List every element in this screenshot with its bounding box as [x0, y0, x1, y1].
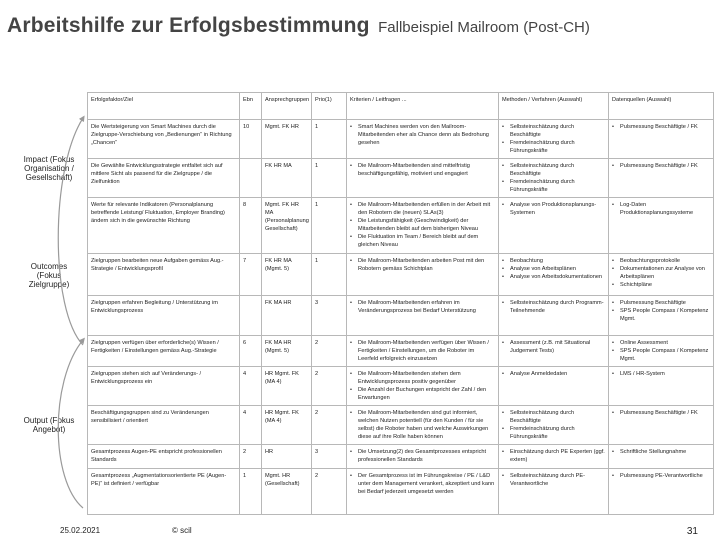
row-ebn [240, 159, 262, 198]
row-sources [609, 445, 714, 469]
row-methods-list [502, 201, 605, 217]
row-methods [499, 367, 609, 406]
row-criteria [347, 445, 499, 469]
row-prio: 1 [312, 120, 347, 159]
col-header-ansprechgruppen: Ansprechgruppen [262, 93, 312, 120]
row-prio: 2 [312, 406, 347, 445]
row-sources-list [612, 409, 710, 417]
row-factor: Die Gewählte Entwicklungsstrategie entfaltet sich auf mittlere Sicht als passend für die Zielgruppe / die Zielfunktion [88, 159, 240, 198]
list-item: • LMS / HR-System [612, 370, 710, 378]
table-row [88, 445, 714, 469]
row-methods-list [502, 257, 605, 281]
list-item: • Die Fluktuation im Team / Bereich bleibt auf dem gleichen Niveau [350, 233, 495, 249]
list-item: • Analyse von Arbeitsplänen [502, 265, 605, 273]
row-prio: 1 [312, 159, 347, 198]
row-methods [499, 469, 609, 515]
row-ebn: 6 [240, 336, 262, 367]
list-item: • Analyse von Arbeitsdokumentationen [502, 273, 605, 281]
row-sources-list [612, 162, 710, 170]
row-sources-list [612, 339, 710, 363]
page-title [7, 14, 590, 38]
list-item: • Die Leistungsfähigkeit (Geschwindigkeit) der Mitarbeitenden bleibt auf dem bisherigen Niveau [350, 217, 495, 233]
row-prio: 2 [312, 469, 347, 515]
list-item: • Schriftliche Stellungnahme [612, 448, 710, 456]
list-item: • Fremdeinschätzung durch Führungskräfte [502, 425, 605, 441]
row-ebn [240, 296, 262, 336]
row-methods-list [502, 339, 605, 355]
row-prio: 3 [312, 296, 347, 336]
table-row [88, 406, 714, 445]
col-header-criteria: Kriterien / Leitfragen ... [347, 93, 499, 120]
col-header-prio: Prio(1) [312, 93, 347, 120]
row-ansprechgruppen: FK HR MA [262, 159, 312, 198]
row-ansprechgruppen: Mgmt. HR (Gesellschaft) [262, 469, 312, 515]
row-criteria-list [350, 339, 495, 363]
row-sources [609, 120, 714, 159]
list-item: • Der Gesamtprozess ist im Führungskreise / PE / L&D unter dem Management verankert, akzeptiert und kann bei Bedarf jederzeit umgesetzt werden [350, 472, 495, 496]
list-item: • Selbsteinschätzung durch PE-Verantwortliche [502, 472, 605, 488]
row-sources [609, 198, 714, 254]
list-item: • Die Mailroom-Mitarbeitenden sind gut informiert, welchen Nutzen potentiell (für den Kunden / für sie selbst) die Roboter haben und welche Auswirkungen diese auf ihre Rolle haben können [350, 409, 495, 441]
list-item: • Pulsmessung Beschäftigte / FK [612, 162, 710, 170]
col-header-sources: Datenquellen (Auswahl) [609, 93, 714, 120]
table-row [88, 367, 714, 406]
row-methods [499, 120, 609, 159]
list-item: • Analyse von Produktionsplanungs-Systemen [502, 201, 605, 217]
table-row [88, 159, 714, 198]
row-prio: 1 [312, 198, 347, 254]
row-criteria [347, 406, 499, 445]
list-item: • Pulsmessung Beschäftigte [612, 299, 710, 307]
section-label-outcomes: Outcomes (Fokus Zielgruppe) [28, 262, 70, 289]
row-methods [499, 296, 609, 336]
list-item: • Analyse Anmeldedaten [502, 370, 605, 378]
list-item: • Assessment (z.B. mit Situational Judgement Tests) [502, 339, 605, 355]
row-methods [499, 445, 609, 469]
table-row [88, 336, 714, 367]
list-item: • Selbsteinschätzung durch Programm-Teilnehmende [502, 299, 605, 315]
row-criteria-list [350, 201, 495, 249]
row-ebn: 8 [240, 198, 262, 254]
row-sources-list [612, 299, 710, 323]
success-factor-table [87, 92, 714, 515]
row-methods [499, 159, 609, 198]
row-criteria [347, 159, 499, 198]
row-factor: Zielgruppen verfügen über erforderliche(s) Wissen / Fertigkeiten / Einstellungen gemäss Aug.-Strategie [88, 336, 240, 367]
footer-date: 25.02.2021 [60, 526, 101, 535]
row-prio: 1 [312, 254, 347, 296]
row-sources-list [612, 201, 710, 217]
row-factor: Werte für relevante Indikatoren (Personalplanung betreffende Leistung/ Fluktuation, Employer Branding) ändern sich in die gewünschte Richtung [88, 198, 240, 254]
list-item: • Selbsteinschätzung durch Beschäftigte [502, 162, 605, 178]
list-item: • Online Assessment [612, 339, 710, 347]
row-methods-list [502, 409, 605, 441]
row-criteria [347, 336, 499, 367]
row-criteria-list [350, 370, 495, 402]
row-methods-list [502, 123, 605, 155]
row-criteria [347, 120, 499, 159]
row-factor: Die Wertsteigerung von Smart Machines durch die Zielgruppe-Verschiebung von „Bedienungen“ in Richtung „Chancen“ [88, 120, 240, 159]
list-item: • Fremdeinschätzung durch Führungskräfte [502, 139, 605, 155]
row-sources-list [612, 448, 710, 456]
row-criteria-list [350, 409, 495, 441]
page-number: 31 [686, 526, 698, 537]
row-ebn: 4 [240, 367, 262, 406]
list-item: • Smart Machines werden von den Mailroom-Mitarbeitenden eher als Chance denn als Bedrohung gesehen [350, 123, 495, 147]
row-methods-list [502, 162, 605, 194]
row-prio: 3 [312, 445, 347, 469]
arrow-outcomes-to-impact [58, 118, 83, 345]
title-sub: Fallbeispiel Mailroom (Post-CH) [378, 19, 590, 36]
row-methods [499, 406, 609, 445]
row-ansprechgruppen: Mgmt. FK HR [262, 120, 312, 159]
row-factor: Zielgruppen erfahren Begleitung / Unterstützung im Entwicklungsprozess [88, 296, 240, 336]
row-sources [609, 367, 714, 406]
row-ebn: 1 [240, 469, 262, 515]
row-criteria [347, 254, 499, 296]
row-sources [609, 296, 714, 336]
row-criteria [347, 367, 499, 406]
list-item: • Die Mailroom-Mitarbeitenden erfahren im Veränderungsprozess bei Bedarf Unterstützung [350, 299, 495, 315]
row-criteria-list [350, 472, 495, 496]
row-sources-list [612, 257, 710, 289]
col-header-factor: Erfolgsfaktor/Ziel [88, 93, 240, 120]
row-methods-list [502, 299, 605, 315]
row-sources [609, 254, 714, 296]
row-ansprechgruppen: HR Mgmt. FK (MA 4) [262, 367, 312, 406]
list-item: • Pulsmessung PE-Verantwortliche [612, 472, 710, 480]
list-item: • Die Mailroom-Mitarbeitenden erfüllen in der Arbeit mit den Robotern die (neuen) SLAs(3) [350, 201, 495, 217]
row-ansprechgruppen: FK HR MA (Mgmt. 5) [262, 254, 312, 296]
list-item: • Pulsmessung Beschäftigte / FK [612, 409, 710, 417]
row-criteria [347, 198, 499, 254]
table-row [88, 469, 714, 515]
row-ansprechgruppen: FK MA HR [262, 296, 312, 336]
row-methods-list [502, 448, 605, 464]
table-row [88, 254, 714, 296]
row-methods [499, 198, 609, 254]
row-factor: Beschäftigungsgruppen sind zu Veränderungen sensibilisiert / orientiert [88, 406, 240, 445]
row-prio: 2 [312, 336, 347, 367]
list-item: • Selbsteinschätzung durch Beschäftigte [502, 123, 605, 139]
row-ansprechgruppen: HR [262, 445, 312, 469]
title-main: Arbeitshilfe zur Erfolgsbestimmung [7, 14, 370, 37]
row-sources [609, 469, 714, 515]
table-row [88, 198, 714, 254]
row-criteria-list [350, 299, 495, 315]
section-label-output: Output (Fokus Angebot) [23, 416, 75, 434]
list-item: • Fremdeinschätzung durch Führungskräfte [502, 178, 605, 194]
row-prio: 2 [312, 367, 347, 406]
row-sources-list [612, 123, 710, 131]
row-factor: Zielgruppen bearbeiten neue Aufgaben gemäss Aug.-Strategie / Entwicklungsprofil [88, 254, 240, 296]
row-criteria-list [350, 162, 495, 178]
row-criteria-list [350, 123, 495, 147]
row-sources-list [612, 472, 710, 480]
row-factor: Gesamtprozess „Augmentationsorientierte PE (Augen-PE)“ ist definiert / verfügbar [88, 469, 240, 515]
row-criteria-list [350, 448, 495, 464]
row-criteria-list [350, 257, 495, 273]
list-item: • Dokumentationen zur Analyse von Arbeitsplänen [612, 265, 710, 281]
table-row [88, 120, 714, 159]
list-item: • Die Mailroom-Mitarbeitenden sind mittelfristig beschäftigungsfähig, motiviert und engagiert [350, 162, 495, 178]
section-label-impact: Impact (Fokus Organisation / Gesellschaft) [23, 155, 75, 182]
list-item: • Die Umsetzung(2) des Gesamtprozesses entspricht professionellen Standards [350, 448, 495, 464]
row-criteria [347, 296, 499, 336]
list-item: • Schichtpläne [612, 281, 710, 289]
row-sources [609, 336, 714, 367]
row-sources-list [612, 370, 710, 378]
col-header-ebn: Ebn [240, 93, 262, 120]
list-item: • SPS People Compass / Kompetenz Mgmt. [612, 347, 710, 363]
row-methods-list [502, 370, 605, 378]
list-item: • Die Mailroom-Mitarbeitenden verfügen über Wissen / Fertigkeiten / Einstellungen, um die Roboter im Leerfeld erfolgreich einzusetzen [350, 339, 495, 363]
list-item: • Die Mailroom-Mitarbeitenden stehen dem Entwicklungsprozess positiv gegenüber [350, 370, 495, 386]
row-ebn: 4 [240, 406, 262, 445]
row-criteria [347, 469, 499, 515]
list-item: • Pulsmessung Beschäftigte / FK [612, 123, 710, 131]
row-sources [609, 159, 714, 198]
table-row [88, 296, 714, 336]
row-sources [609, 406, 714, 445]
row-ebn: 2 [240, 445, 262, 469]
row-ansprechgruppen: FK MA HR (Mgmt. 5) [262, 336, 312, 367]
row-ebn: 7 [240, 254, 262, 296]
row-ansprechgruppen: HR Mgmt. FK (MA 4) [262, 406, 312, 445]
list-item: • Beobachtung [502, 257, 605, 265]
table-header-row [88, 93, 714, 120]
row-factor: Gesamtprozess Augen-PE entspricht professionellen Standards [88, 445, 240, 469]
col-header-methods: Methoden / Verfahren (Auswahl) [499, 93, 609, 120]
row-ansprechgruppen: Mgmt. FK HR MA (Personalplanung Gesellschaft) [262, 198, 312, 254]
row-factor: Zielgruppen stehen sich auf Veränderungs- / Entwicklungsprozess ein [88, 367, 240, 406]
list-item: • Einschätzung durch PE Experten (ggf. extern) [502, 448, 605, 464]
footer-copyright: © scil [172, 526, 192, 535]
row-methods-list [502, 472, 605, 488]
list-item: • Log-Daten Produktionsplanungssysteme [612, 201, 710, 217]
row-ebn: 10 [240, 120, 262, 159]
list-item: • SPS People Compass / Kompetenz Mgmt. [612, 307, 710, 323]
row-methods [499, 336, 609, 367]
list-item: • Beobachtungsprotokolle [612, 257, 710, 265]
list-item: • Die Anzahl der Buchungen entspricht der Zahl / den Erwartungen [350, 386, 495, 402]
list-item: • Die Mailroom-Mitarbeitenden arbeiten Post mit den Robotern gemäss Schichtplan [350, 257, 495, 273]
list-item: • Selbsteinschätzung durch Beschäftigte [502, 409, 605, 425]
row-methods [499, 254, 609, 296]
